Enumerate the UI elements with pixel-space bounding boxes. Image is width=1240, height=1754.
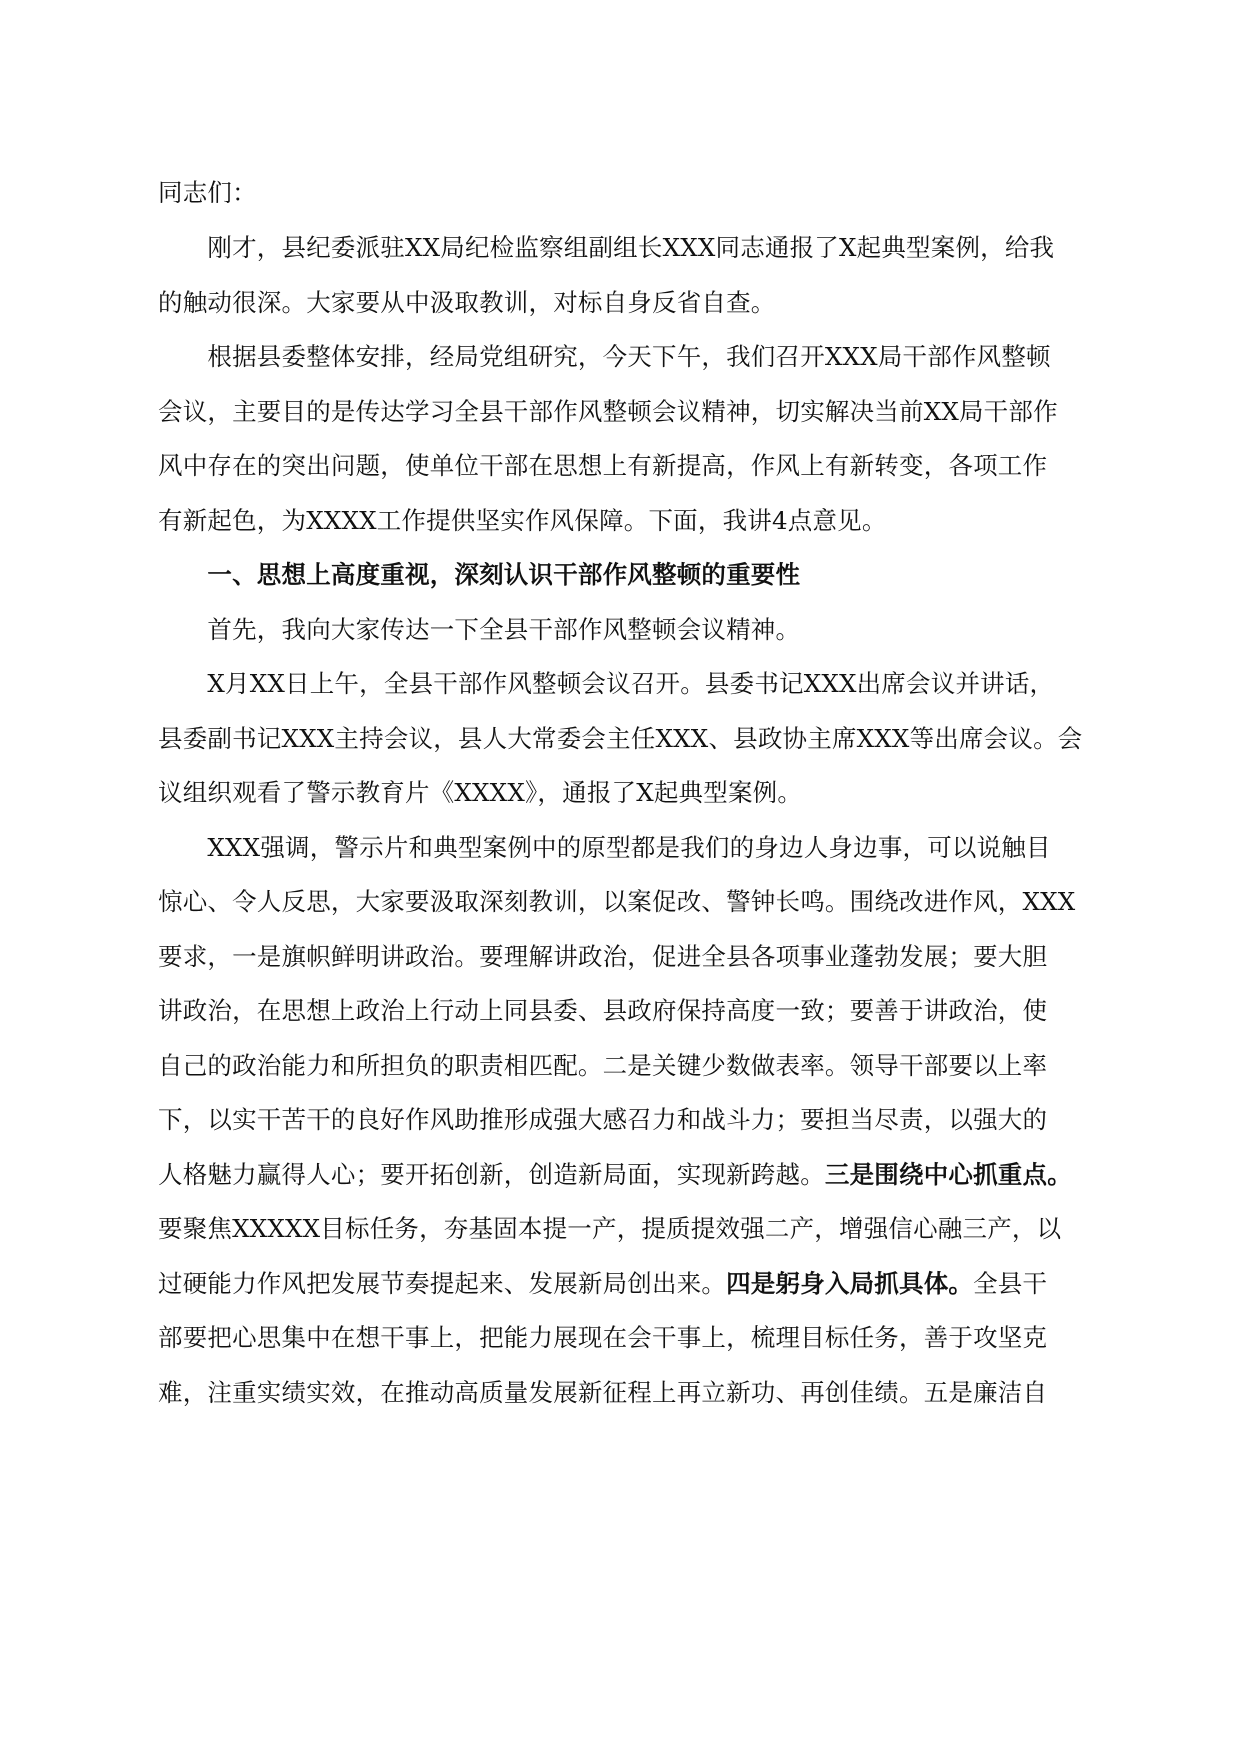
salutation: 同志们：	[158, 178, 257, 207]
text-line	[158, 337, 1088, 377]
text-line	[158, 773, 1088, 813]
text-segment: 风中存在的突出问题，使单位干部在思想上有新提高，作风上有新转变，各项工作	[158, 451, 1048, 480]
text-line	[158, 1155, 1088, 1195]
text-line	[158, 664, 1088, 704]
text-segment: 首先，我向大家传达一下全县干部作风整顿会议精神。	[158, 615, 801, 644]
text-segment: 的触动很深。大家要从中汲取教训，对标自身反省自查。	[158, 288, 776, 317]
text-segment: 过硬能力作风把发展节奏提起来、发展新局创出来。	[158, 1269, 727, 1298]
text-segment: 下，以实干苦干的良好作风助推形成强大感召力和战斗力；要担当尽责，以强大的	[158, 1105, 1048, 1134]
text-line	[158, 610, 1088, 650]
text-line	[158, 1373, 1088, 1413]
text-line	[158, 828, 1088, 868]
text-line	[158, 882, 1088, 922]
text-line	[158, 1046, 1088, 1086]
text-segment: XXX强调，警示片和典型案例中的原型都是我们的身边人身边事，可以说触目	[158, 833, 1051, 862]
text-line	[158, 719, 1088, 759]
section-heading	[158, 555, 1088, 595]
text-segment: 刚才，县纪委派驻XX局纪检监察组副组长XXX同志通报了X起典型案例，给我	[158, 233, 1055, 262]
text-segment: 有新起色，为XXXX工作提供坚实作风保障。下面，我讲4点意见。	[158, 506, 887, 535]
bold-text-segment: 一、思想上高度重视，深刻认识干部作风整顿的重要性	[158, 560, 801, 589]
text-line	[158, 283, 1088, 323]
text-segment: 全县干	[973, 1269, 1048, 1298]
text-line	[158, 446, 1088, 486]
text-line	[158, 501, 1088, 541]
text-line	[158, 1264, 1088, 1304]
text-line	[158, 228, 1088, 268]
text-line	[158, 1318, 1088, 1358]
text-segment: 难，注重实绩实效，在推动高质量发展新征程上再立新功、再创佳绩。五是廉洁自	[158, 1378, 1048, 1407]
text-segment: 要聚焦XXXXX目标任务，夯基固本提一产，提质提效强二产，增强信心融三产，以	[158, 1214, 1062, 1243]
text-segment: 要求，一是旗帜鲜明讲政治。要理解讲政治，促进全县各项事业蓬勃发展；要大胆	[158, 942, 1048, 971]
text-line	[158, 937, 1088, 977]
text-segment: 人格魅力赢得人心；要开拓创新，创造新局面，实现新跨越。	[158, 1160, 825, 1189]
text-segment: 惊心、令人反思，大家要汲取深刻教训，以案促改、警钟长鸣。围绕改进作风，XXX	[158, 887, 1076, 916]
text-line	[158, 1209, 1088, 1249]
text-segment: 自己的政治能力和所担负的职责相匹配。二是关键少数做表率。领导干部要以上率	[158, 1051, 1048, 1080]
text-segment: X月XX日上午，全县干部作风整顿会议召开。县委书记XXX出席会议并讲话，	[158, 669, 1055, 698]
text-line	[158, 991, 1088, 1031]
text-segment: 讲政治，在思想上政治上行动上同县委、县政府保持高度一致；要善于讲政治，使	[158, 996, 1048, 1025]
text-segment: 议组织观看了警示教育片《XXXX》，通报了X起典型案例。	[158, 778, 803, 807]
bold-text-segment: 三是围绕中心抓重点。	[824, 1160, 1072, 1189]
text-line	[158, 1100, 1088, 1140]
text-segment: 会议，主要目的是传达学习全县干部作风整顿会议精神，切实解决当前XX局干部作	[158, 397, 1058, 426]
text-segment: 部要把心思集中在想干事上，把能力展现在会干事上，梳理目标任务，善于攻坚克	[158, 1323, 1048, 1352]
text-line	[158, 392, 1088, 432]
bold-text-segment: 四是躬身入局抓具体。	[726, 1269, 974, 1298]
text-segment: 县委副书记XXX主持会议，县人大常委会主任XXX、县政协主席XXX等出席会议。会	[158, 724, 1083, 753]
text-segment: 根据县委整体安排，经局党组研究，今天下午，我们召开XXX局干部作风整顿	[158, 342, 1051, 371]
